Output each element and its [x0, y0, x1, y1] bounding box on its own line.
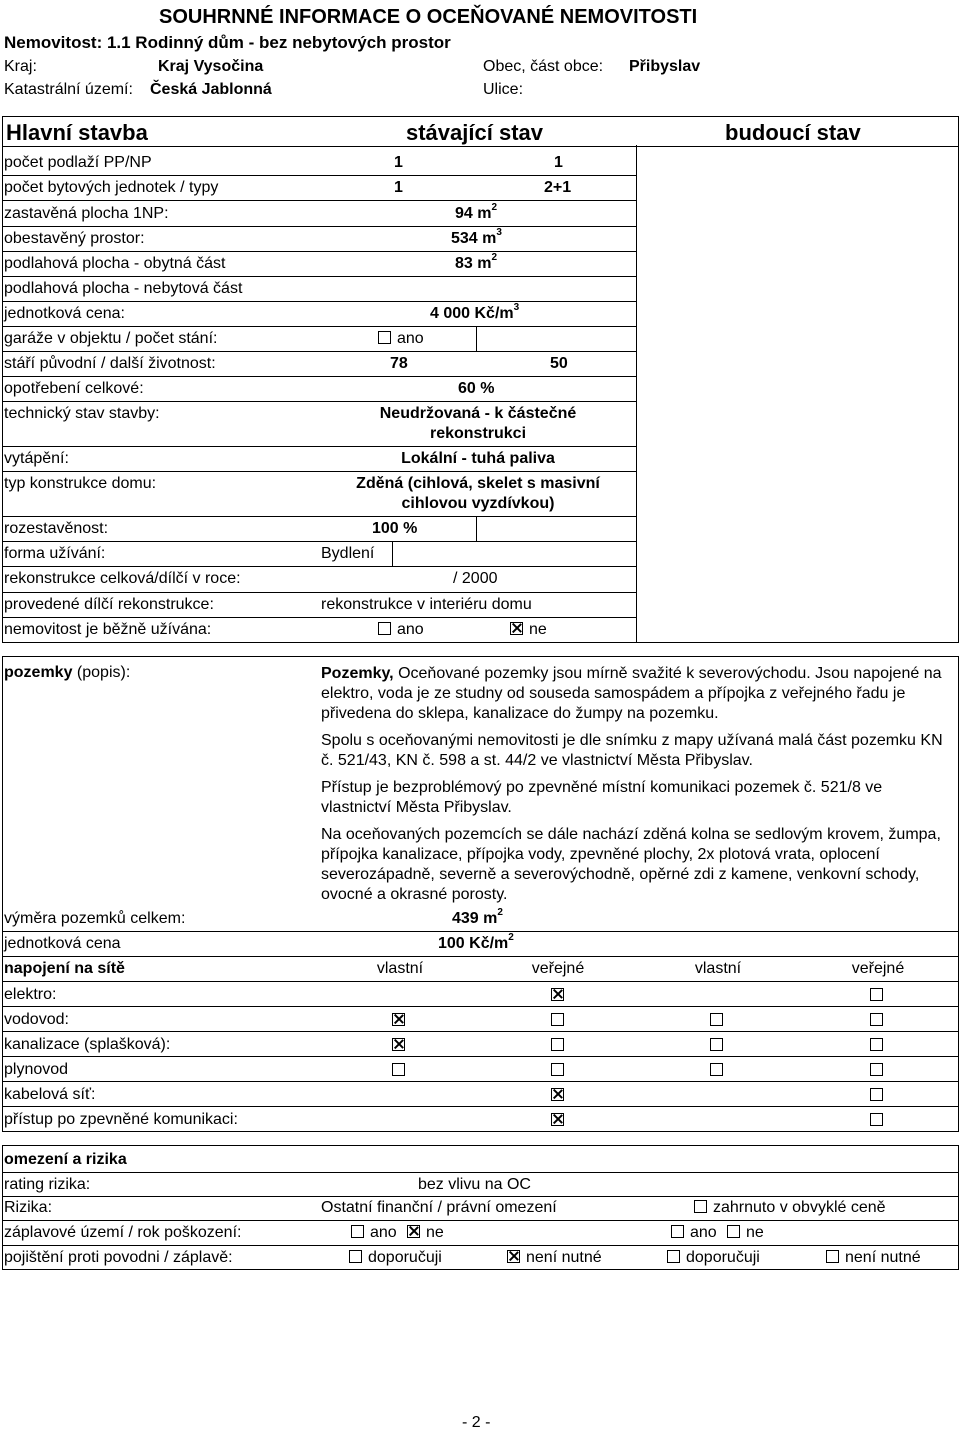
utility-checkbox-future-public[interactable]	[870, 1063, 883, 1076]
partial-reconstruction-value: rekonstrukce v interiéru domu	[321, 596, 532, 613]
rizika-future-option[interactable]: zahrnuto v obvyklé ceně	[694, 1200, 886, 1216]
land-description-p3: Přístup je bezproblémový po zpevněné místní komunikaci pozemek č. 521/8 ve vlastnictví Města Přibyslav.	[321, 779, 883, 816]
flood-yes-option[interactable]: ano	[351, 1225, 397, 1241]
col-current-public: veřejné	[531, 960, 585, 977]
volume-label: obestavěný prostor:	[4, 230, 145, 247]
row-rule	[2, 931, 959, 932]
row-rule	[2, 541, 636, 542]
land-description-p4: Na oceňovaných pozemcích se dále nachází zděná kolna se sedlovým krovem, žumpa, přípojka kanalizace, přípojka vody, zpevněné plochy, 2x plotová vrata, oplocení severozápadně, severně a severovýchodně, opěrné zdi z kamene, venkovní schody, ovocné a okrasné porosty.	[321, 826, 941, 903]
in-use-no-option[interactable]: ne	[510, 622, 547, 638]
row-rule	[2, 251, 636, 252]
in-use-yes-checkbox[interactable]	[378, 622, 391, 635]
insurance-label: pojištění proti povodni / záplavě:	[4, 1249, 233, 1266]
cell-divider	[476, 326, 477, 351]
row-rule	[2, 1106, 959, 1107]
completion-label: rozestavěnost:	[4, 520, 109, 537]
page-title: SOUHRNNÉ INFORMACE O OCEŇOVANÉ NEMOVITOSTI	[159, 6, 698, 28]
property-label: Nemovitost: 1.1 Rodinný dům - bez nebytových prostor	[4, 33, 451, 52]
utility-checkbox-current-own[interactable]	[392, 1038, 405, 1051]
flood-future-yes-option[interactable]: ano	[671, 1225, 717, 1241]
row-rule	[2, 351, 636, 352]
kraj-label: Kraj:	[4, 58, 37, 75]
row-rule	[2, 617, 636, 618]
utility-label-sewer: kanalizace (splašková):	[4, 1036, 171, 1053]
units-count-value: 1	[394, 179, 403, 196]
in-use-yes-option[interactable]: ano	[378, 622, 424, 638]
flood-yes-checkbox[interactable]	[351, 1225, 364, 1238]
utilities-heading: napojení na sítě	[4, 960, 125, 977]
row-rule	[2, 1172, 959, 1173]
row-rule	[2, 175, 636, 176]
flood-future-yes-checkbox[interactable]	[671, 1225, 684, 1238]
row-rule	[2, 200, 636, 201]
floors-pp-value: 1	[394, 154, 403, 171]
page-number: - 2 -	[462, 1414, 491, 1431]
obec-label: Obec, část obce:	[483, 58, 604, 75]
rizika-future-checkbox[interactable]	[694, 1200, 707, 1213]
wear-value: 60 %	[458, 380, 495, 397]
utility-label-cable: kabelová síť:	[4, 1086, 96, 1103]
utility-checkbox-future-public[interactable]	[870, 1013, 883, 1026]
col-future-public: veřejné	[851, 960, 905, 977]
condition-label: technický stav stavby:	[4, 405, 160, 422]
unit-price-label: jednotková cena:	[4, 305, 125, 322]
insurance-recommend-option[interactable]: doporučuji	[349, 1250, 442, 1266]
garage-checkbox[interactable]	[378, 331, 391, 344]
construction-label: typ konstrukce domu:	[4, 475, 157, 492]
row-rule	[2, 446, 636, 447]
utility-checkbox-future-public[interactable]	[870, 1113, 883, 1126]
utility-checkbox-future-public[interactable]	[870, 988, 883, 1001]
flood-no-option[interactable]: ne	[407, 1225, 444, 1241]
utility-checkbox-current-public[interactable]	[551, 1088, 564, 1101]
built-area-label: zastavěná plocha 1NP:	[4, 205, 169, 222]
rizika-value: Ostatní finanční / právní omezení	[321, 1199, 557, 1216]
row-rule	[2, 326, 636, 327]
row-rule	[2, 1056, 959, 1057]
row-rule	[2, 376, 636, 377]
flood-no-checkbox[interactable]	[407, 1225, 420, 1238]
row-rule	[2, 301, 636, 302]
future-column-divider	[636, 145, 637, 643]
cell-divider	[476, 516, 477, 541]
floors-label: počet podlaží PP/NP	[4, 154, 152, 171]
utility-checkbox-current-public[interactable]	[551, 1063, 564, 1076]
condition-value-line2: rekonstrukci	[429, 425, 527, 442]
insurance-not-needed-option[interactable]: není nutné	[507, 1250, 602, 1266]
built-area-value: 94 $m^2$	[455, 202, 498, 222]
row-rule	[2, 956, 959, 957]
reconstruction-label: rekonstrukce celková/dílčí v roce:	[4, 570, 241, 587]
utility-label-gas: plynovod	[4, 1061, 69, 1078]
insurance-future-recommend-option[interactable]: doporučuji	[667, 1250, 760, 1266]
age-label: stáří původní / další životnost:	[4, 355, 216, 372]
land-price-value: 100 $Kč/m^2$	[438, 932, 514, 952]
row-rule	[2, 401, 636, 402]
row-rule	[2, 1196, 959, 1197]
utility-checkbox-future-own[interactable]	[710, 1063, 723, 1076]
row-rule	[2, 592, 636, 593]
utility-checkbox-current-own[interactable]	[392, 1013, 405, 1026]
main-building-heading: Hlavní stavba	[6, 120, 148, 145]
floor-nonresidential-label: podlahová plocha - nebytová část	[4, 280, 243, 297]
utility-checkbox-current-public[interactable]	[551, 1113, 564, 1126]
row-rule	[2, 1081, 959, 1082]
utility-checkbox-future-public[interactable]	[870, 1038, 883, 1051]
flood-future-no-checkbox[interactable]	[727, 1225, 740, 1238]
in-use-label: nemovitost je běžně užívána:	[4, 621, 212, 638]
land-description-p2: Spolu s oceňovanými nemovitosti je dle snímku z mapy užívaná malá část pozemku KN č. 521/43, KN č. 598 a st. 44/2 ve vlastnictví Města Přibyslav.	[321, 732, 943, 769]
ulice-label: Ulice:	[483, 81, 524, 98]
volume-value: 534 $m^3$	[451, 227, 502, 247]
risks-heading: omezení a rizika	[4, 1151, 127, 1168]
row-rule	[2, 516, 636, 517]
row-rule	[2, 1220, 959, 1221]
utility-checkbox-current-public[interactable]	[551, 1013, 564, 1026]
land-description-p1: Pozemky, Oceňované pozemky jsou mírně svažité k severovýchodu. Jsou napojené na elektro, voda je ze studny od souseda samospádem a přípojka z veřejného řadu je přivedena do sklepa, kanalizace do žumpy na pozemku.	[321, 665, 942, 722]
obec-value: Přibyslav	[629, 58, 701, 75]
units-type-value: 2+1	[544, 179, 572, 196]
age-original-value: 78	[390, 355, 408, 372]
flood-label: záplavové území / rok poškození:	[4, 1224, 242, 1241]
current-state-heading: stávající stav	[406, 120, 543, 145]
floors-np-value: 1	[554, 154, 563, 171]
heating-value: Lokální - tuhá paliva	[401, 450, 555, 467]
row-rule	[2, 566, 636, 567]
land-price-label: jednotková cena	[4, 935, 121, 952]
land-area-label: výměra pozemků celkem:	[4, 910, 186, 927]
garage-option[interactable]: ano	[378, 331, 424, 347]
construction-value-line1: Zděná (cihlová, skelet s masivní	[356, 475, 600, 492]
wear-label: opotřebení celkové:	[4, 380, 144, 397]
kraj-value: Kraj Vysočina	[158, 58, 264, 75]
utility-checkbox-current-own[interactable]	[392, 1063, 405, 1076]
completion-value: 100 %	[372, 520, 418, 537]
cell-divider	[392, 541, 393, 566]
usage-label: forma užívání:	[4, 545, 106, 562]
col-current-own: vlastní	[376, 960, 424, 977]
main-heading-divider	[2, 146, 959, 147]
insurance-recommend-checkbox[interactable]	[349, 1250, 362, 1263]
floor-residential-value: 83 $m^2$	[455, 252, 498, 272]
in-use-no-checkbox[interactable]	[510, 622, 523, 635]
insurance-future-recommend-checkbox[interactable]	[667, 1250, 680, 1263]
utility-checkbox-current-public[interactable]	[551, 1038, 564, 1051]
utility-checkbox-future-own[interactable]	[710, 1038, 723, 1051]
row-rule	[2, 1245, 959, 1246]
row-rule	[2, 276, 636, 277]
utility-checkbox-future-public[interactable]	[870, 1088, 883, 1101]
floor-residential-label: podlahová plocha - obytná část	[4, 255, 226, 272]
row-rule	[2, 1031, 959, 1032]
usage-value: Bydlení	[321, 545, 375, 562]
row-rule	[2, 981, 959, 982]
utility-checkbox-future-own[interactable]	[710, 1013, 723, 1026]
future-state-heading: budoucí stav	[725, 120, 861, 145]
heating-label: vytápění:	[4, 450, 69, 467]
rating-label: rating rizika:	[4, 1176, 91, 1193]
construction-value-line2: cihlovou vyzdívkou)	[401, 495, 555, 512]
reconstruction-value: / 2000	[453, 570, 498, 587]
katastr-value: Česká Jablonná	[150, 81, 272, 98]
row-rule	[2, 1006, 959, 1007]
insurance-future-not-needed-option[interactable]: není nutné	[826, 1250, 921, 1266]
flood-future-no-option[interactable]: ne	[727, 1225, 764, 1241]
utility-label-water: vodovod:	[4, 1011, 69, 1028]
unit-price-value: 4 000 $Kč/m^3$	[430, 302, 520, 322]
rizika-label: Rizika:	[4, 1199, 53, 1216]
partial-reconstruction-label: provedené dílčí rekonstrukce:	[4, 596, 214, 613]
row-rule	[2, 471, 636, 472]
katastr-label: Katastrální území:	[4, 81, 133, 98]
units-label: počet bytových jednotek / typy	[4, 179, 219, 196]
insurance-future-not-needed-checkbox[interactable]	[826, 1250, 839, 1263]
garage-label: garáže v objektu / počet stání:	[4, 330, 218, 347]
condition-value-line1: Neudržovaná - k částečné	[379, 405, 577, 422]
rating-value: bez vlivu na OC	[418, 1176, 531, 1193]
land-area-value: 439 $m^2$	[452, 907, 503, 927]
col-future-own: vlastní	[694, 960, 742, 977]
row-rule	[2, 226, 636, 227]
utility-checkbox-current-public[interactable]	[551, 988, 564, 1001]
land-label: pozemky (popis):	[4, 664, 131, 681]
insurance-not-needed-checkbox[interactable]	[507, 1250, 520, 1263]
age-remaining-value: 50	[550, 355, 568, 372]
utility-label-electro: elektro:	[4, 986, 57, 1003]
utility-label-road-access: přístup po zpevněné komunikaci:	[4, 1111, 238, 1128]
